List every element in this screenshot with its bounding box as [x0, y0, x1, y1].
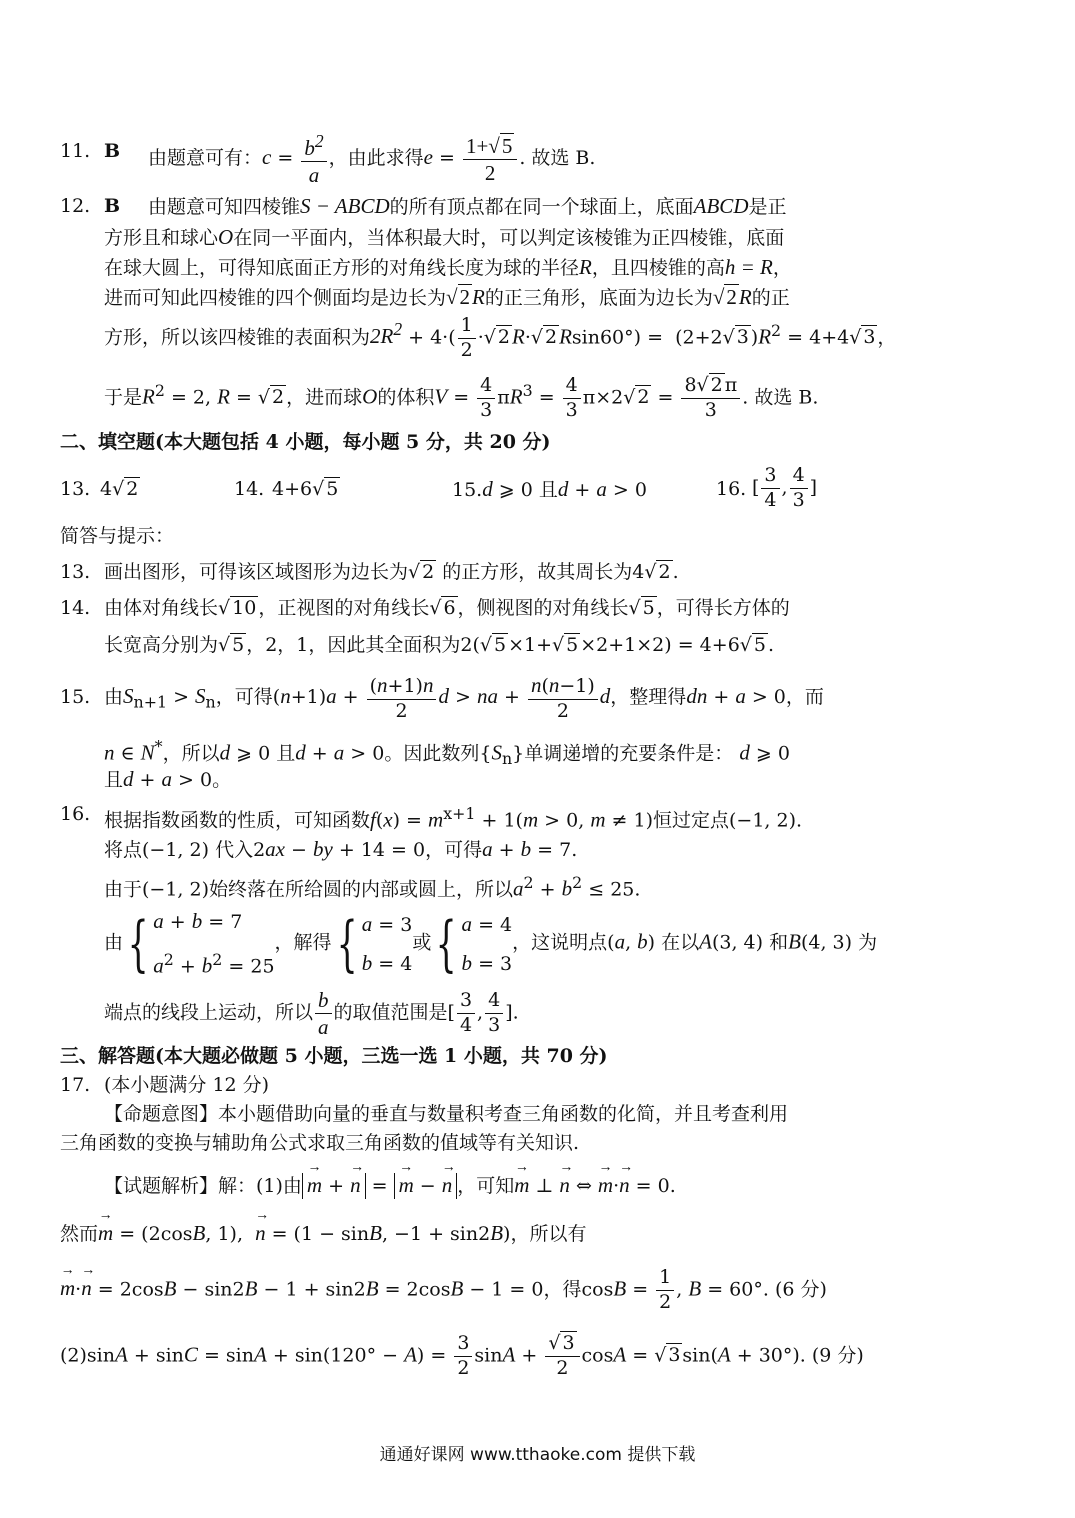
document-page: 11. B 由题意可有：c = $\frac{b^2}{a}$ ，由此求得e = $\frac{1+√5}{2}$ . 故选 B. 12. B 由题意可知四棱锥S − ABCD的所有顶点都在同一个球面上，底面ABCD是正 方形且和球心O在同一平面内，当体积最大时，可以判定该棱锥为正四棱锥，底面 在球大圆上，可得知底面正方形的对角线长度为球的半径R，且四棱锥的高h = R， 进而可知此四棱锥的四个侧面均是边长为√2R的正三角形，底面为边长为√2R的正 方形，所以该四棱锥的表面积为$2R^2 + 4\cdot$( $\frac{1}{2}$ ·√ 2R·√ 2Rsin60°) = (2+2√ 3 )$R^2 = 4+4√$ 3 ， 于是$R^2 = 2$, R = √ 2 ，进而球O的体积V = $\frac{4}{3}$ $\pi R^3$ = $\frac{4}{3}$ π×2√ 2 = $\frac{8√ 2 \pi}{3}$ . 故选 B. 二、填空题(本大题包括 4 小题，每小题 5 分，共 20 分) 13. 4√ 2 14. 4+6√ 5 15.d ⩾ 0 且d + a > 0 16. [ $\frac{3}{4}$ , $\frac{4}{3}$ ] 简答与提示： 13. 画出图形，可得该区域图形为边长为√ 2 的正方形，故其周长为4√ 2 . 14. 由体对角线长√ 10 ，正视图的对角线长√ 6 ，侧视图的对角线长√ 5 ，可得长方体的 长宽高分别为√ 5 ，2，1，因此其全面积为2(√ 5 ×1+√ 5 ×2+1×2) = 4+6√ 5 . 15. 由$S_{n+1} > S_n$，可得(n+1)a + $\frac{(n+1)n}{2}$ d > na + $\frac{n(n-1)}{2}$ d，整理得dn + a > 0，而 n ∈ N*，所以d ⩾ 0 且d + a > 0。因此数列$\{S_n\}$单调递增的充要条件是： d ⩾ 0 且d + a > 0。 16. 根据指数函数的性质，可知函数$f(x) = m^{x+1} + 1(m > 0$, m ≠ 1)恒过定点(−1, 2). 将点(−1, 2) 代入2ax − by + 14 = 0，可得a + b = 7. 由于(−1, 2)始终落在所给圆的内部或圆上，所以$a^2 + b^2 \le 25$. 由 { a + b = 7 $a^2 + b^2 = 25$ ，解得 { a = 3 b = 4 或 { a = 4 b = 3 ，这说明点(a, b) 在以A(3, 4) 和B(4, 3) 为 端点的线段上运动，所以 $\frac{b}{a}$ 的取值范围是[ $\frac{3}{4}$ , $\frac{4}{3}$ ]. 三、解答题(本大题必做题 5 小题，三选一选 1 小题，共 70 分) 17. (本小题满分 12 分) 【命题意图】本小题借助向量的垂直与数量积考查三角函数的化简，并且考查利用 三角函数的变换与辅助角公式求取三角函数的值域等有关知识. 【试题解析】解：(1)由→ m + → n = → m − → n ，可知→ m ⊥ → n ⇔ → m·→ n = 0. 然而→ m = (2cosB, 1), → n = (1 − sinB, −1 + sin2B)，所以有 → m·→ n = 2cosB − sin2B − 1 + sin2B = 2cosB − 1 = 0，得cosB = $\frac{1}{2}$ , B = 60°. (6 分) (2)sinA + sinC = sinA + sin(120° − A) = $\frac{3}{2}$ sinA + $\frac{√ 3}{2}$ cosA = √ 3 sin(A + 30°). (9 分) 通通好课网 www.tthaoke.com 提供下载: [0, 0, 1075, 1518]
q-number: 12.: [60, 195, 91, 217]
q-number: 11.: [60, 140, 91, 162]
section-heading: 二、填空题(本大题包括 4 小题，每小题 5 分，共 20 分): [60, 431, 551, 453]
q-answer: B: [104, 140, 121, 162]
footer-source: 通通好课网 www.tthaoke.com 提供下载: [379, 1445, 696, 1465]
q-answer: B: [104, 195, 121, 217]
section-heading: 三、解答题(本大题必做题 5 小题，三选一选 1 小题，共 70 分): [60, 1045, 608, 1067]
hint-title: 简答与提示：: [60, 525, 175, 547]
